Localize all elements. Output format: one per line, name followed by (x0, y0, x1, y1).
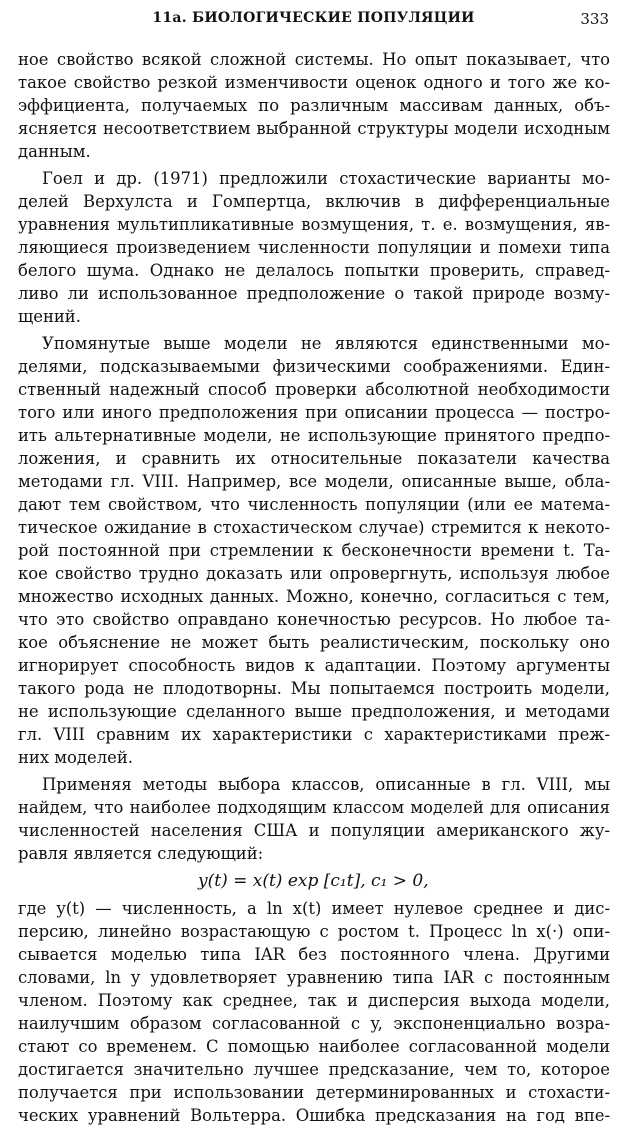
text-line: ляющиеся произведением численности популяции и помехи типа (18, 238, 610, 257)
text-line: ложения, и сравнить их относительные показатели качества (18, 449, 610, 468)
text-line: ясняется несоответствием выбранной структуры модели исходным (18, 119, 610, 138)
page-header (18, 10, 609, 30)
text-line: стают со временем. С помощью наиболее согласованной модели (18, 1037, 610, 1056)
text-line: белого шума. Однако не делалось попытки проверить, справед- (18, 261, 610, 280)
text-line: делями, подсказываемыми физическими соображениями. Един- (18, 357, 610, 376)
text-line: наилучшим образом согласованной с y, экспоненциально возра- (18, 1014, 610, 1033)
text-line: ное свойство всякой сложной системы. Но опыт показывает, что (18, 50, 610, 69)
text-line: такого рода не плодотворны. Мы попытаемся построить модели, (18, 679, 610, 698)
text-line: них моделей. (18, 748, 133, 767)
display-formula: y(t) = x(t) exp [c₁t], c₁ > 0, (198, 871, 429, 891)
text-line: где y(t) — численность, а ln x(t) имеет нулевое среднее и дис- (18, 899, 610, 918)
text-line: членом. Поэтому как среднее, так и дисперсия выхода модели, (18, 991, 610, 1010)
text-line: гл. VIII сравним их характеристики с характеристиками преж- (18, 725, 610, 744)
text-line: щений. (18, 307, 81, 326)
text-line: игнорирует способность видов к адаптации. Поэтому аргументы (18, 656, 610, 675)
text-line: персию, линейно возрастающую с ростом t. Процесс ln x(·) опи- (18, 922, 610, 941)
text-line: Упомянутые выше модели не являются единственными мо- (42, 334, 610, 353)
text-line: Гоел и др. (1971) предложили стохастические варианты мо- (42, 169, 610, 188)
text-line: такое свойство резкой изменчивости оценок одного и того же ко- (18, 73, 610, 92)
body-text (18, 48, 610, 1127)
text-line: равля является следующий: (18, 844, 264, 863)
text-line: сывается моделью типа IAR без постоянного члена. Другими (18, 945, 610, 964)
text-line: словами, ln y удовлетворяет уравнению типа IAR с постоянным (18, 968, 610, 987)
paragraph (18, 897, 610, 1127)
text-line: делей Верхулста и Гомпертца, включив в дифференциальные (18, 192, 610, 211)
paragraph (18, 167, 610, 328)
text-line: численностей населения США и популяции американского жу- (18, 821, 610, 840)
text-line: ческих уравнений Вольтерра. Ошибка предсказания на год впе- (18, 1106, 610, 1125)
paragraph (18, 773, 610, 865)
text-line: тическое ожидание в стохастическом случае) стремится к некото- (18, 518, 610, 537)
running-head: 11а. БИОЛОГИЧЕСКИЕ ПОПУЛЯЦИИ (152, 10, 475, 26)
text-line: дают тем свойством, что численность популяции (или ее матема- (18, 495, 610, 514)
text-line: рой постоянной при стремлении к бесконечности времени t. Та- (18, 541, 610, 560)
text-line: методами гл. VIII. Например, все модели, описанные выше, обла- (18, 472, 610, 491)
text-line: кое свойство трудно доказать или опровергнуть, используя любое (18, 564, 610, 583)
paragraph (18, 48, 610, 163)
text-line: кое объяснение не может быть реалистическим, поскольку оно (18, 633, 610, 652)
text-line: ить альтернативные модели, не использующие принятого предпо- (18, 426, 610, 445)
paragraph (18, 332, 610, 769)
text-line: того или иного предположения при описании процесса — постро- (18, 403, 610, 422)
text-line: данным. (18, 142, 91, 161)
page-number: 333 (580, 10, 609, 28)
text-line: уравнения мультипликативные возмущения, т. е. возмущения, яв- (18, 215, 610, 234)
text-line: эффициента, получаемых по различным массивам данных, объ- (18, 96, 610, 115)
text-line: найдем, что наиболее подходящим классом моделей для описания (18, 798, 610, 817)
text-line: множество исходных данных. Можно, конечно, согласиться с тем, (18, 587, 610, 606)
text-line: достигается значительно лучшее предсказание, чем то, которое (18, 1060, 610, 1079)
text-line: что это свойство оправдано конечностью ресурсов. Но любое та- (18, 610, 610, 629)
text-line: Применяя методы выбора классов, описанные в гл. VIII, мы (42, 775, 610, 794)
text-line: получается при использовании детерминированных и стохасти- (18, 1083, 610, 1102)
text-line: ливо ли использованное предположение о такой природе возму- (18, 284, 610, 303)
text-line: не использующие сделанного выше предположения, и методами (18, 702, 610, 721)
text-line: ственный надежный способ проверки абсолютной необходимости (18, 380, 610, 399)
